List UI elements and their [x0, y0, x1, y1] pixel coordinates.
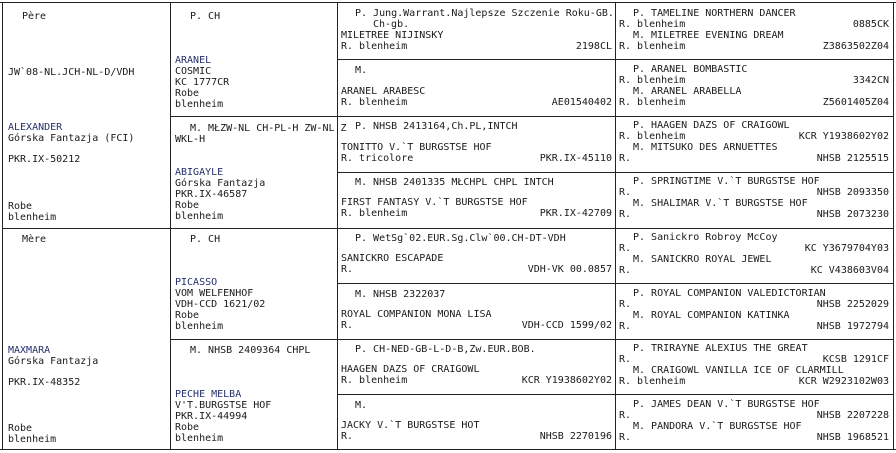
g3-7-header: P. CH-NED-GB-L-D-B,Zw.EUR.BOB.	[355, 344, 536, 355]
g3-3-color: R. tricolore	[341, 153, 414, 164]
g3-1-header: P. Jung.Warrant.Najlepsze Szczenie Roku-GB.	[355, 8, 614, 19]
dam-mother-marker: M. NHSB 2409364 CHPL	[190, 345, 311, 356]
g3-6-reg: VDH-CCD 1599/02	[521, 320, 612, 331]
sire-heading: Père	[22, 11, 47, 22]
g4-1-p-reg: 0885CK	[852, 19, 889, 30]
g4-3-p-reg: KCR Y1938602Y02	[798, 131, 889, 142]
g3-4-header: M. NHSB 2401335 MŁCHPL CHPL INTCH	[355, 177, 554, 188]
sire-mother-name: ABIGAYLE	[175, 167, 224, 178]
g4-5-m: M. SANICKRO ROYAL JEWEL	[633, 254, 772, 265]
g4-4-m-color: R.	[619, 209, 632, 220]
dam-father-color1: Robe	[175, 310, 200, 321]
sire-mother-marker: M. MŁZW-NL CH-PL-H ZW-NL Z	[190, 123, 347, 134]
g4-2-m: M. ARANEL ARABELLA	[633, 86, 742, 97]
g3-5-color: R.	[341, 264, 354, 275]
sire-reg: PKR.IX-50212	[8, 154, 81, 165]
sire-father-reg: KC 1777CR	[175, 77, 230, 88]
g4-6-p: P. ROYAL COMPANION VALEDICTORIAN	[633, 288, 826, 299]
g4-5-p-color: R.	[619, 243, 632, 254]
gen3-divider-4	[337, 394, 893, 395]
g4-7-p-reg: KCSB 1291CF	[822, 354, 889, 365]
sire-mother-line2: Górska Fantazja	[175, 178, 266, 189]
gen3-divider-2	[337, 172, 893, 173]
g4-1-p-color: R. blenheim	[619, 19, 686, 30]
dam-father-marker: P. CH	[190, 234, 221, 245]
sire-mother-color2: blenheim	[175, 211, 224, 222]
sire-titles: JW`08-NL.JCH-NL-D/VDH	[8, 67, 135, 78]
sire-mother-marker2: WKL-H	[175, 134, 206, 145]
gen3-divider-1	[337, 59, 893, 60]
g3-8-header: M.	[355, 400, 368, 411]
g4-1-m-color: R. blenheim	[619, 41, 686, 52]
g4-2-p-color: R. blenheim	[619, 75, 686, 86]
dam-mother-line2: V'T.BURGSTSE HOF	[175, 400, 272, 411]
g4-8-p-color: R.	[619, 410, 632, 421]
g3-6-color: R.	[341, 320, 354, 331]
dam-color2: blenheim	[8, 434, 57, 445]
sire-color2: blenheim	[8, 212, 57, 223]
g4-7-m: M. CRAIGOWL VANILLA ICE OF CLARMILL	[633, 365, 844, 376]
sire-father-marker: P. CH	[190, 11, 221, 22]
g3-3-reg: PKR.IX-45110	[539, 153, 612, 164]
col-divider-2	[337, 2, 338, 449]
dam-father-color2: blenheim	[175, 321, 224, 332]
dam-mother-color2: blenheim	[175, 433, 224, 444]
frame-bottom	[0, 449, 896, 450]
g4-5-m-reg: KC V438603V04	[810, 265, 889, 276]
g3-7-reg: KCR Y1938602Y02	[521, 375, 612, 386]
g4-4-p-reg: NHSB 2093350	[816, 187, 889, 198]
g4-2-m-reg: Z5601405Z04	[822, 97, 889, 108]
sire-father-name: ARANEL	[175, 55, 212, 66]
dam-father-reg: VDH-CCD 1621/02	[175, 299, 266, 310]
frame-right	[893, 2, 894, 449]
dam-mother-color1: Robe	[175, 422, 200, 433]
g4-2-p: P. ARANEL BOMBASTIC	[633, 64, 748, 75]
col-divider-1	[170, 2, 171, 449]
g3-8-name: JACKY V.`T BURGSTSE HOT	[341, 420, 480, 431]
g3-3-header: P. NHSB 2413164,Ch.PL,INTCH	[355, 121, 518, 132]
g4-8-m: M. PANDORA V.`T BURGSTSE HOF	[633, 421, 802, 432]
sire-kennel: Górska Fantazja (FCI)	[8, 133, 135, 144]
g3-1-header2: Ch-gb.	[373, 19, 410, 30]
g4-4-p: P. SPRINGTIME V.`T BURGSTSE HOF	[633, 176, 820, 187]
dam-mother-name: PECHE MELBA	[175, 389, 242, 400]
g3-5-reg: VDH-VK 00.0857	[527, 264, 612, 275]
g4-6-m: M. ROYAL COMPANION KATINKA	[633, 310, 790, 321]
g4-3-p-color: R. blenheim	[619, 131, 686, 142]
g4-5-p: P. Sanickro Robroy McCoy	[633, 232, 778, 243]
g3-2-header: M.	[355, 65, 368, 76]
g3-8-color: R.	[341, 431, 354, 442]
g4-8-m-color: R.	[619, 432, 632, 443]
g4-7-p-color: R.	[619, 354, 632, 365]
g4-4-m: M. SHALIMAR V.`T BURGSTSE HOF	[633, 198, 808, 209]
sire-mother-reg: PKR.IX-46587	[175, 189, 248, 200]
g4-1-p: P. TAMELINE NORTHERN DANCER	[633, 8, 796, 19]
sire-color1: Robe	[8, 201, 33, 212]
frame-top	[0, 2, 896, 3]
g4-1-m: M. MILETREE EVENING DREAM	[633, 30, 784, 41]
g4-3-m-color: R.	[619, 153, 632, 164]
g3-5-name: SANICKRO ESCAPADE	[341, 253, 444, 264]
dam-color1: Robe	[8, 423, 33, 434]
dam-reg: PKR.IX-48352	[8, 377, 81, 388]
sire-dam-divider	[2, 228, 893, 229]
g3-6-header: M. NHSB 2322037	[355, 289, 446, 300]
dam-mother-reg: PKR.IX-44994	[175, 411, 248, 422]
g4-8-p: P. JAMES DEAN V.`T BURGSTSE HOF	[633, 399, 820, 410]
gen3-divider-3	[337, 283, 893, 284]
g4-4-p-color: R.	[619, 187, 632, 198]
g4-2-p-reg: 3342CN	[852, 75, 889, 86]
gen2-divider-sire	[170, 116, 893, 117]
dam-heading: Mère	[22, 234, 47, 245]
g4-5-p-reg: KC Y3679704Y03	[804, 243, 889, 254]
g3-3-name: TONITTO V.`T BURGSTSE HOF	[341, 142, 492, 153]
sire-father-color1: Robe	[175, 88, 200, 99]
g3-6-name: ROYAL COMPANION MONA LISA	[341, 309, 492, 320]
g4-7-m-reg: KCR W2923102W03	[798, 376, 889, 387]
sire-father-line2: COSMIC	[175, 66, 212, 77]
g4-6-m-reg: NHSB 1972794	[816, 321, 889, 332]
g4-5-m-color: R.	[619, 265, 632, 276]
g4-6-m-color: R.	[619, 321, 632, 332]
gen2-divider-dam	[170, 339, 893, 340]
g4-1-m-reg: Z3863502Z04	[822, 41, 889, 52]
g3-2-name: ARANEL ARABESC	[341, 86, 426, 97]
dam-name: MAXMARA	[8, 345, 51, 356]
g3-2-color: R. blenheim	[341, 97, 408, 108]
g4-3-m: M. MITSUKO DES ARNUETTES	[633, 142, 778, 153]
g4-7-m-color: R. blenheim	[619, 376, 686, 387]
g3-7-color: R. blenheim	[341, 375, 408, 386]
g3-4-color: R. blenheim	[341, 208, 408, 219]
g4-8-p-reg: NHSB 2207228	[816, 410, 889, 421]
sire-name: ALEXANDER	[8, 122, 63, 133]
g3-8-reg: NHSB 2270196	[539, 431, 612, 442]
g4-3-m-reg: NHSB 2125515	[816, 153, 889, 164]
g4-2-m-color: R. blenheim	[619, 97, 686, 108]
g4-3-p: P. HAAGEN DAZS OF CRAIGOWL	[633, 120, 790, 131]
g3-4-name: FIRST FANTASY V.`T BURGSTSE HOF	[341, 197, 528, 208]
g3-4-reg: PKR.IX-42709	[539, 208, 612, 219]
g3-2-reg: AE01540402	[551, 97, 612, 108]
g3-7-name: HAAGEN DAZS OF CRAIGOWL	[341, 364, 480, 375]
dam-father-line2: VOM WELFENHOF	[175, 288, 254, 299]
dam-father-name: PICASSO	[175, 277, 218, 288]
g3-1-reg: 2198CL	[575, 41, 612, 52]
g4-8-m-reg: NHSB 1968521	[816, 432, 889, 443]
g4-6-p-reg: NHSB 2252029	[816, 299, 889, 310]
g3-1-color: R. blenheim	[341, 41, 408, 52]
dam-kennel: Górska Fantazja	[8, 356, 99, 367]
sire-father-color2: blenheim	[175, 99, 224, 110]
g4-7-p: P. TRIRAYNE ALEXIUS THE GREAT	[633, 343, 808, 354]
g3-5-header: P. WetSg`02.EUR.Sg.Clw`00.CH-DT-VDH	[355, 233, 566, 244]
g4-6-p-color: R.	[619, 299, 632, 310]
g4-4-m-reg: NHSB 2073230	[816, 209, 889, 220]
g3-1-name: MILETREE NIJINSKY	[341, 30, 444, 41]
frame-left	[2, 2, 3, 449]
sire-mother-color1: Robe	[175, 200, 200, 211]
col-divider-3	[615, 2, 616, 449]
